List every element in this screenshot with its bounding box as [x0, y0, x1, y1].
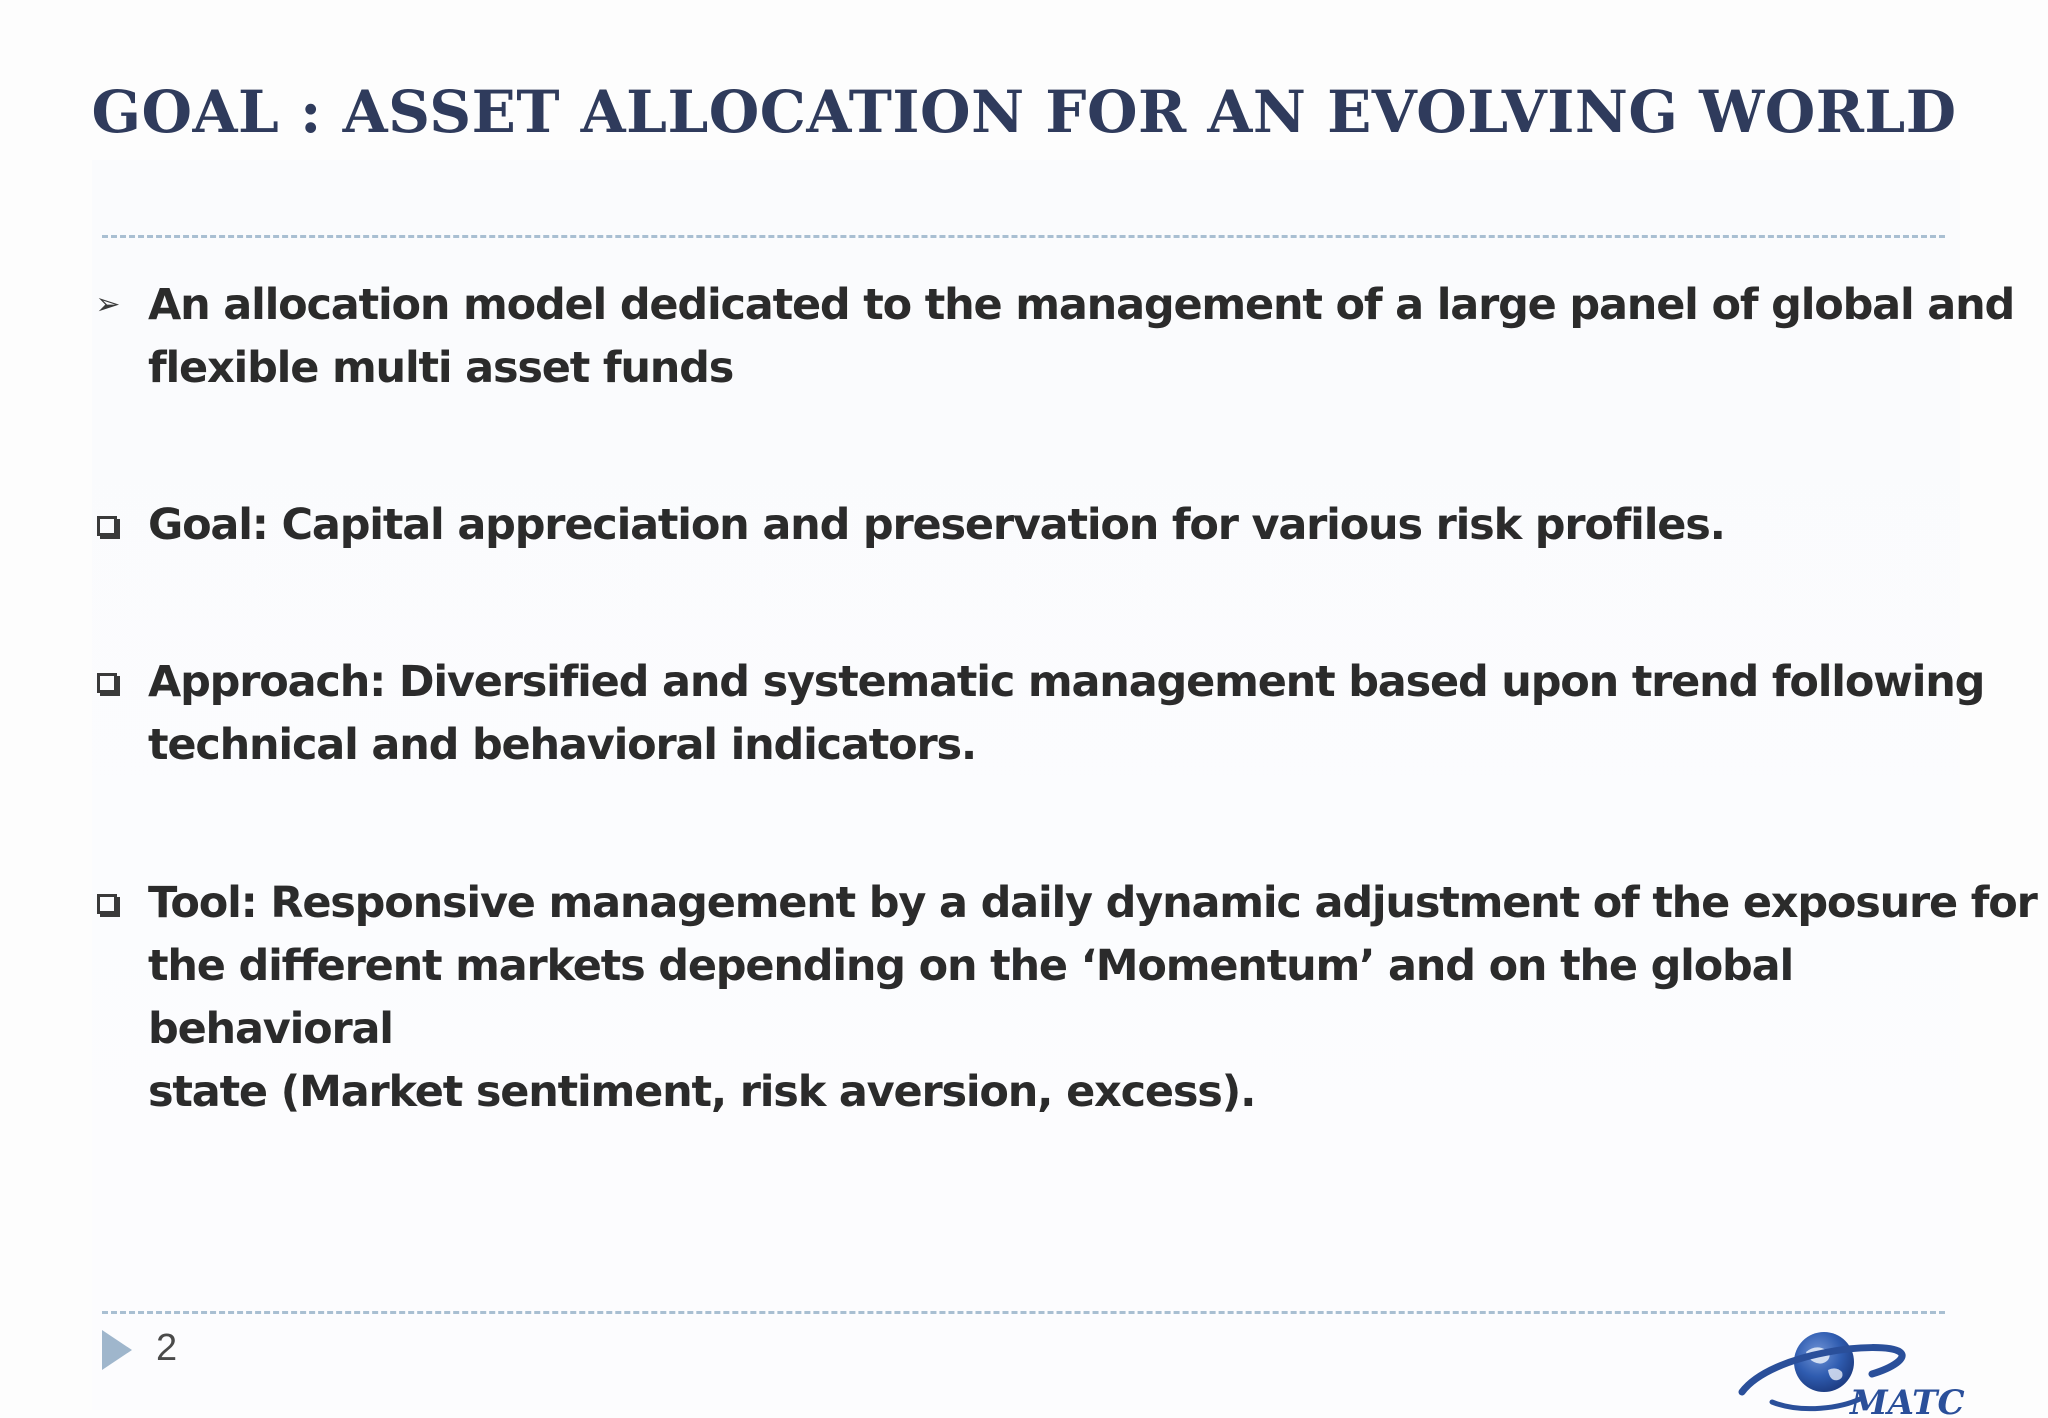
bullet-line: Goal: Capital appreciation and preservation for various risk profiles.: [148, 500, 1725, 550]
bullet-line: state (Market sentiment, risk aversion, excess).: [148, 1067, 1256, 1117]
square-box-bullet-icon: [97, 673, 117, 693]
bullet-text: [148, 274, 2048, 400]
bullet-line: Tool: Responsive management by a daily dynamic adjustment of the exposure for: [148, 878, 2037, 928]
triangle-right-icon: [102, 1330, 132, 1370]
arrowhead-bullet-icon: ➢: [95, 287, 121, 322]
bullet-text: [148, 651, 2048, 777]
matc-logo: [1732, 1322, 1965, 1418]
square-box-bullet-icon: [97, 516, 117, 536]
bullet-text: [148, 872, 2048, 1124]
logo-text: MATC: [1850, 1383, 1965, 1418]
bottom-divider: [102, 1311, 1945, 1314]
bullet-line: An allocation model dedicated to the management of a large panel of global and: [148, 280, 2015, 330]
square-box-bullet-icon: [97, 894, 117, 914]
top-divider: [102, 235, 1945, 238]
bullet-text: [148, 494, 2048, 557]
bullet-line: flexible multi asset funds: [148, 343, 734, 393]
bullet-line: Approach: Diversified and systematic management based upon trend following: [148, 657, 1985, 707]
slide-title: GOAL : ASSET ALLOCATION FOR AN EVOLVING WORLD: [91, 78, 1957, 146]
bullet-line: technical and behavioral indicators.: [148, 720, 976, 770]
page-number: 2: [156, 1327, 178, 1369]
bullet-line: the different markets depending on the ‘Momentum’ and on the global behavioral: [148, 941, 1793, 1054]
